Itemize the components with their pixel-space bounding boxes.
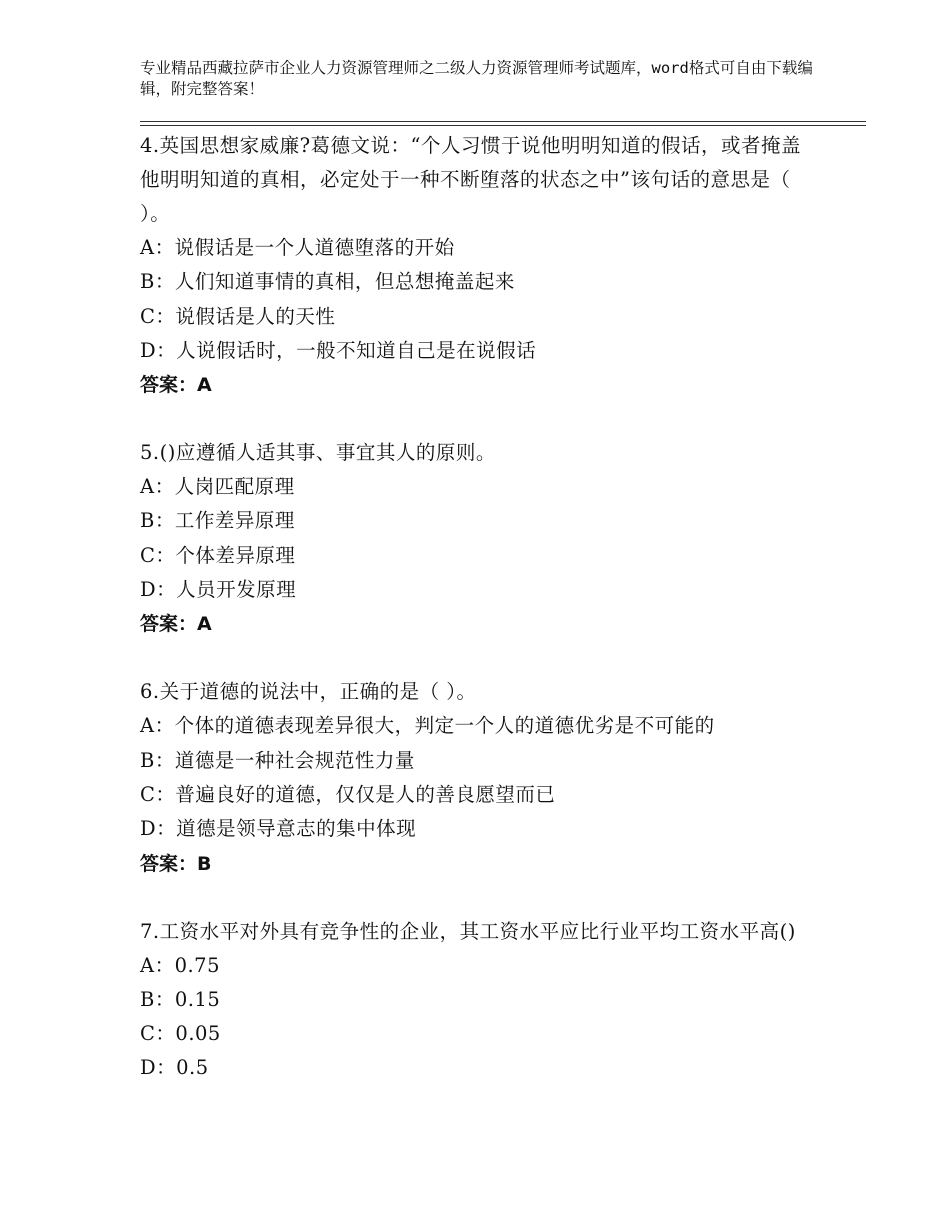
question-stem: 4.英国思想家威廉?葛德文说：“个人习惯于说他明明知道的假话，或者掩盖他明明知道的真相，必定处于一种不断堕落的状态之中”该句话的意思是（ ）。 bbox=[140, 134, 802, 225]
option-b: B：工作差异原理 bbox=[140, 509, 295, 533]
question-6 bbox=[140, 675, 820, 880]
answer-label: 答案：B bbox=[140, 852, 212, 875]
option-b: B：道德是一种社会规范性力量 bbox=[140, 748, 415, 772]
option-d: D：道德是领导意志的集中体现 bbox=[140, 817, 417, 841]
question-7 bbox=[140, 915, 820, 1086]
question-stem: 7.工资水平对外具有竞争性的企业，其工资水平应比行业平均工资水平高() bbox=[140, 919, 796, 943]
option-b: B：人们知道事情的真相，但总想掩盖起来 bbox=[140, 270, 515, 294]
option-d: D：人说假话时，一般不知道自己是在说假话 bbox=[140, 338, 537, 362]
question-4 bbox=[140, 129, 820, 402]
answer-label: 答案：A bbox=[140, 374, 212, 397]
question-5 bbox=[140, 436, 820, 641]
answer-label: 答案：A bbox=[140, 613, 212, 636]
option-c: C：个体差异原理 bbox=[140, 543, 296, 567]
question-stem: 5.()应遵循人适其事、事宜其人的原则。 bbox=[140, 441, 496, 465]
option-c: C：说假话是人的天性 bbox=[140, 304, 336, 328]
option-a: A：人岗匹配原理 bbox=[140, 475, 295, 499]
option-d: D：人员开发原理 bbox=[140, 578, 297, 602]
option-b: B：0.15 bbox=[140, 987, 221, 1011]
option-a: A：0.75 bbox=[140, 953, 221, 977]
option-a: A：说假话是一个人道德堕落的开始 bbox=[140, 236, 455, 259]
option-d: D：0.5 bbox=[140, 1056, 209, 1080]
option-c: C：普遍良好的道德，仅仅是人的善良愿望而已 bbox=[140, 782, 556, 806]
option-a: A：个体的道德表现差异很大，判定一个人的道德优劣是不可能的 bbox=[140, 714, 715, 738]
header-rule-bottom bbox=[140, 125, 866, 126]
question-stem: 6.关于道德的说法中，正确的是（ ）。 bbox=[140, 680, 477, 704]
option-c: C：0.05 bbox=[140, 1022, 221, 1046]
document-header: 专业精品西藏拉萨市企业人力资源管理师之二级人力资源管理师考试题库，word格式可自由下载编辑，附完整答案！ bbox=[140, 59, 813, 98]
header-rule-top bbox=[140, 121, 866, 122]
question-list bbox=[140, 129, 820, 1086]
